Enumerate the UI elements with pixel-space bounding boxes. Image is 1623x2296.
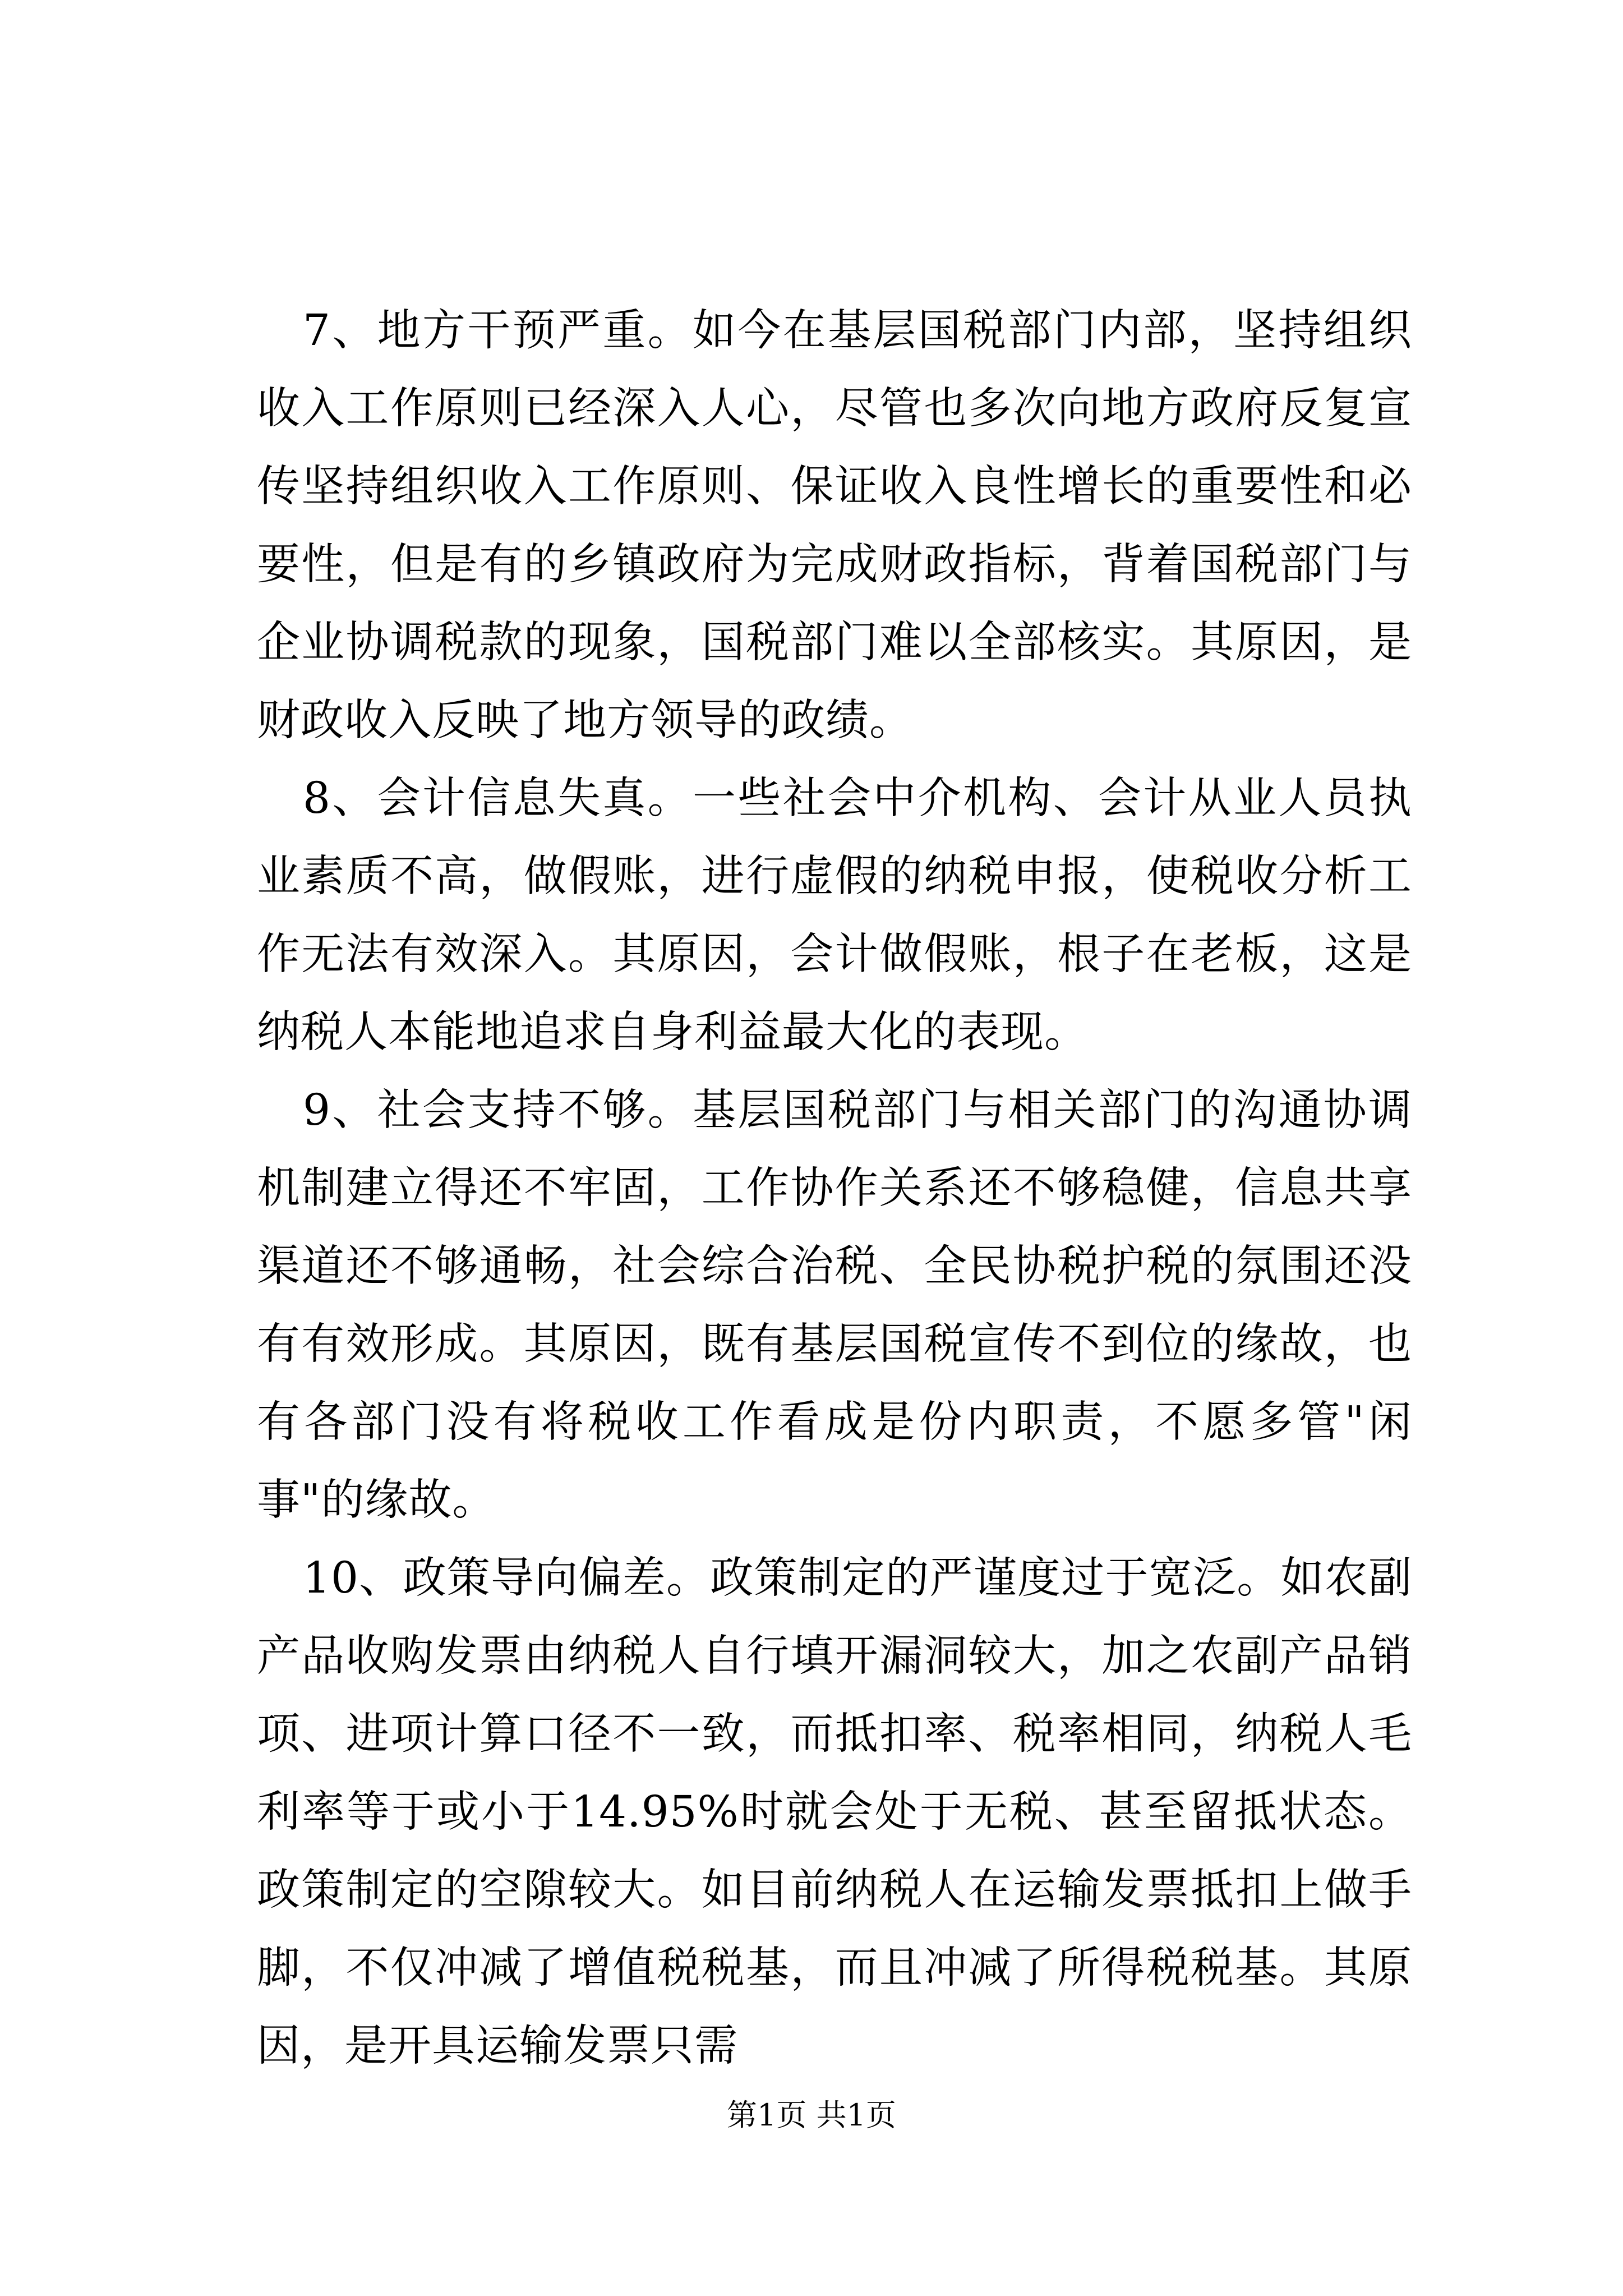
document-body <box>257 292 1412 2085</box>
page-footer: 第1页 共1页 <box>727 2097 896 2133</box>
paragraph-8: 8、会计信息失真。一些社会中介机构、会计从业人员执业素质不高，做假账，进行虚假的纳税申报，使税收分析工作无法有效深入。其原因，会计做假账，根子在老板，这是纳税人本能地追求自身利益最大化的表现。 <box>257 774 1412 1057</box>
paragraph-10: 10、政策导向偏差。政策制定的严谨度过于宽泛。如农副产品收购发票由纳税人自行填开漏洞较大，加之农副产品销项、进项计算口径不一致，而抵扣率、税率相同，纳税人毛利率等于或小于14.95%时就会处于无税、甚至留抵状态。政策制定的空隙较大。如目前纳税人在运输发票抵扣上做手脚，不仅冲减了增值税税基，而且冲减了所得税税基。其原因，是开具运输发票只需 <box>257 1553 1412 2071</box>
paragraph-7: 7、地方干预严重。如今在基层国税部门内部，坚持组织收入工作原则已经深入人心，尽管也多次向地方政府反复宣传坚持组织收入工作原则、保证收入良性增长的重要性和必要性，但是有的乡镇政府为完成财政指标，背着国税部门与企业协调税款的现象，国税部门难以全部核实。其原因，是财政收入反映了地方领导的政绩。 <box>257 306 1412 746</box>
paragraph-9: 9、社会支持不够。基层国税部门与相关部门的沟通协调机制建立得还不牢固，工作协作关系还不够稳健，信息共享渠道还不够通畅，社会综合治税、全民协税护税的氛围还没有有效形成。其原因，既有基层国税宣传不到位的缘故，也有各部门没有将税收工作看成是份内职责，不愿多管"闲事"的缘故。 <box>257 1085 1412 1525</box>
